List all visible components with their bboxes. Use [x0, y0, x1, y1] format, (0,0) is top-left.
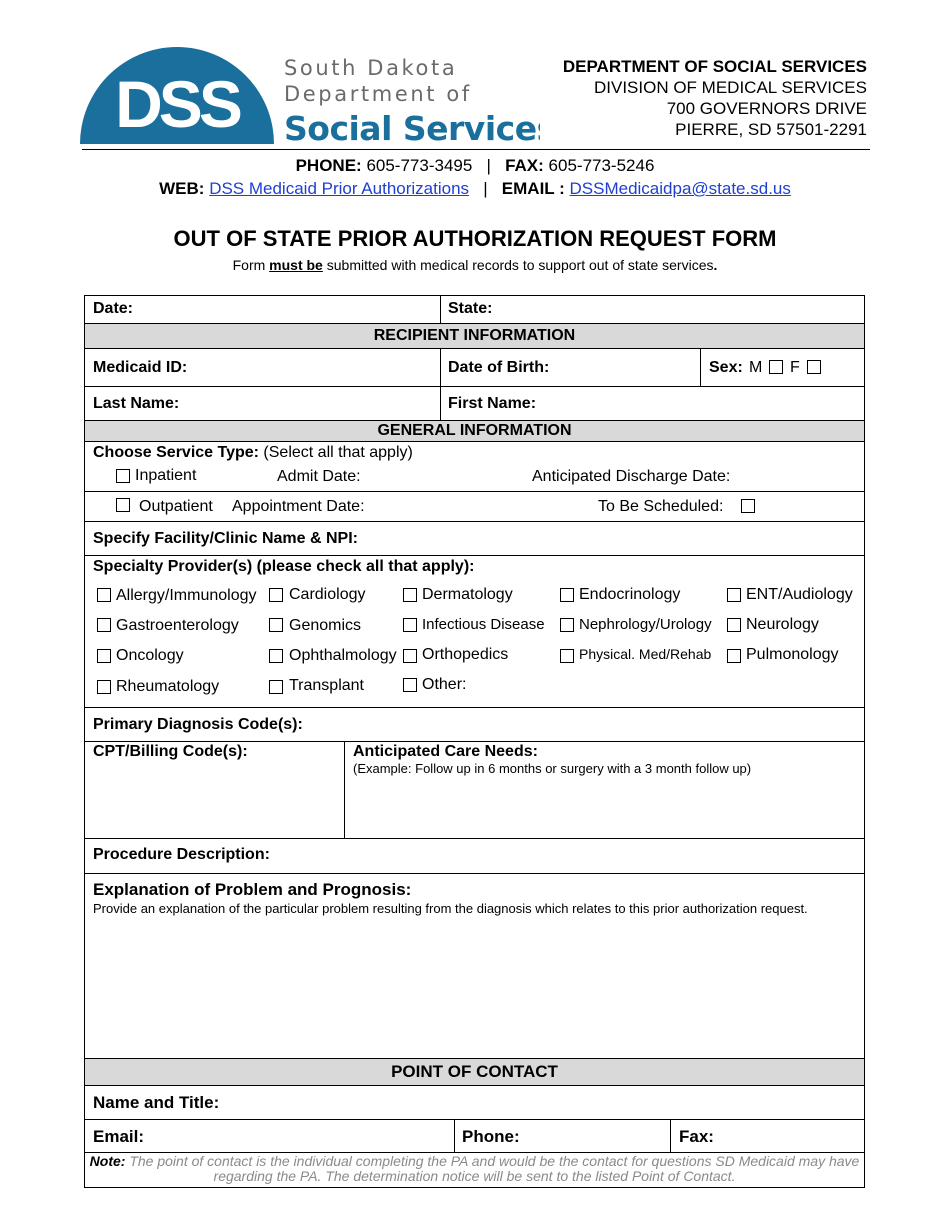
separator: |	[486, 156, 491, 175]
org-division: DIVISION OF MEDICAL SERVICES	[593, 78, 867, 97]
specialty-label: Specialty Provider(s) (please check all that apply):	[93, 558, 475, 575]
contact-line-web	[0, 179, 950, 199]
web-label: WEB:	[159, 179, 205, 198]
care-needs-hint: (Example: Follow up in 6 months or surgery with a 3 month follow up)	[353, 761, 752, 776]
specialty-checkbox-neurology[interactable]	[727, 618, 741, 632]
divider	[84, 348, 865, 349]
divider	[84, 1085, 865, 1086]
inpatient-checkbox[interactable]	[116, 469, 130, 483]
divider	[84, 555, 865, 556]
divider	[84, 1119, 865, 1120]
to-be-scheduled-label: To Be Scheduled:	[598, 498, 724, 515]
recipient-header: RECIPIENT INFORMATION	[85, 324, 864, 348]
divider	[84, 521, 865, 522]
specialty-infectious: Infectious Disease	[422, 616, 545, 633]
service-type-label	[93, 444, 413, 462]
poc-note	[85, 1154, 864, 1184]
specialty-checkbox-gastro[interactable]	[97, 618, 111, 632]
specialty-pmr: Physical. Med/Rehab	[579, 646, 712, 662]
email-label: EMAIL :	[501, 179, 565, 198]
explanation-hint: Provide an explanation of the particular problem resulting from the diagnosis which relates to this prior authorization request.	[93, 901, 808, 916]
specialty-checkbox-ophthalmology[interactable]	[269, 649, 283, 663]
logo-line3: Social Services	[284, 109, 540, 146]
poc-fax-field[interactable]: Fax:	[679, 1127, 714, 1146]
specialty-checkbox-nephrology[interactable]	[560, 618, 574, 632]
org-address1: 700 GOVERNORS DRIVE	[666, 99, 867, 118]
fax-value: 605-773-5246	[548, 156, 655, 175]
service-type-hint: (Select all that apply)	[258, 444, 413, 461]
sex-m-label: M	[749, 359, 763, 376]
specialty-transplant: Transplant	[289, 677, 364, 694]
to-be-scheduled-checkbox[interactable]	[741, 499, 755, 513]
specialty-pulmonology: Pulmonology	[746, 646, 839, 663]
specialty-endocrinology: Endocrinology	[579, 586, 681, 603]
dss-logo	[80, 38, 540, 146]
sex-m-checkbox[interactable]	[769, 360, 783, 374]
phone-value: 605-773-3495	[366, 156, 473, 175]
specialty-gastro: Gastroenterology	[116, 617, 239, 634]
specialty-checkbox-ent[interactable]	[727, 588, 741, 602]
divider	[440, 348, 441, 421]
specialty-checkbox-cardiology[interactable]	[269, 588, 283, 602]
divider	[84, 707, 865, 708]
org-address2: PIERRE, SD 57501-2291	[675, 120, 867, 139]
general-header: GENERAL INFORMATION	[85, 421, 864, 441]
date-field[interactable]: Date:	[93, 300, 134, 317]
specialty-other: Other:	[422, 676, 467, 693]
note-label: Note:	[89, 1153, 126, 1169]
inpatient-label: Inpatient	[135, 467, 197, 484]
divider	[84, 838, 865, 839]
divider	[84, 873, 865, 874]
contact-line-phone	[0, 156, 950, 176]
specialty-cardiology: Cardiology	[289, 586, 366, 603]
care-needs-field[interactable]: Anticipated Care Needs:	[353, 743, 538, 760]
specialty-orthopedics: Orthopedics	[422, 646, 509, 663]
subtitle-post: submitted with medical records to support out of state services	[322, 257, 714, 273]
specialty-ophthalmology: Ophthalmology	[289, 647, 397, 664]
form-subtitle	[0, 257, 950, 273]
specialty-nephrology: Nephrology/Urology	[579, 616, 712, 633]
email-link[interactable]: DSSMedicaidpa@state.sd.us	[569, 179, 791, 198]
specialty-checkbox-genomics[interactable]	[269, 618, 283, 632]
specialty-checkbox-dermatology[interactable]	[403, 588, 417, 602]
subtitle-emph: must be	[269, 257, 323, 273]
specialty-rheumatology: Rheumatology	[116, 678, 220, 695]
specialty-checkbox-rheumatology[interactable]	[97, 680, 111, 694]
medicaid-id-field[interactable]: Medicaid ID:	[93, 359, 188, 376]
org-address	[563, 56, 867, 140]
outpatient-checkbox[interactable]	[116, 498, 130, 512]
divider	[344, 741, 345, 838]
specialty-genomics: Genomics	[289, 617, 362, 634]
specialty-checkbox-transplant[interactable]	[269, 680, 283, 694]
specialty-checkbox-pulmonology[interactable]	[727, 649, 741, 663]
divider	[454, 1119, 455, 1152]
org-name: DEPARTMENT OF SOCIAL SERVICES	[562, 57, 867, 76]
sex-f-checkbox[interactable]	[807, 360, 821, 374]
state-field[interactable]: State:	[448, 300, 493, 317]
sex-label: Sex:	[709, 359, 743, 376]
logo-line1: South Dakota	[284, 56, 458, 80]
specialty-checkbox-other[interactable]	[403, 678, 417, 692]
logo-acronym: DSS	[115, 67, 239, 141]
poc-phone-field[interactable]: Phone:	[462, 1127, 520, 1146]
logo-line2: Department of	[284, 82, 472, 106]
divider	[670, 1119, 671, 1152]
note-text: The point of contact is the individual completing the PA and would be the contact for questions SD Medicaid may have regarding the PA. The determination notice will be sent to the listed Point of Contact.	[125, 1153, 860, 1184]
specialty-allergy: Allergy/Immunology	[116, 587, 257, 604]
diagnosis-field[interactable]: Primary Diagnosis Code(s):	[93, 716, 303, 733]
dss-logo-graphic	[80, 38, 540, 146]
divider	[84, 386, 865, 387]
specialty-oncology: Oncology	[116, 647, 184, 664]
poc-name-title-field[interactable]: Name and Title:	[93, 1093, 220, 1112]
facility-field[interactable]: Specify Facility/Clinic Name & NPI:	[93, 530, 358, 547]
poc-header: POINT OF CONTACT	[85, 1059, 864, 1085]
fax-label: FAX:	[505, 156, 544, 175]
procedure-field[interactable]: Procedure Description:	[93, 846, 270, 863]
poc-email-field[interactable]: Email:	[93, 1127, 145, 1146]
last-name-field[interactable]: Last Name:	[93, 395, 180, 412]
appointment-date-field[interactable]: Appointment Date:	[232, 498, 365, 515]
divider	[700, 348, 701, 386]
specialty-checkbox-allergy[interactable]	[97, 588, 111, 602]
specialty-dermatology: Dermatology	[422, 586, 513, 603]
subtitle-end: .	[713, 257, 718, 273]
service-type-title: Choose Service Type:	[93, 444, 259, 461]
header-divider	[82, 149, 870, 150]
specialty-checkbox-endocrinology[interactable]	[560, 588, 574, 602]
divider	[84, 441, 865, 442]
explanation-field[interactable]: Explanation of Problem and Prognosis:	[93, 880, 412, 899]
sex-f-label: F	[790, 359, 800, 376]
web-link[interactable]: DSS Medicaid Prior Authorizations	[209, 179, 470, 198]
specialty-checkbox-pmr[interactable]	[560, 649, 574, 663]
specialty-checkbox-infectious[interactable]	[403, 618, 417, 632]
dob-field[interactable]: Date of Birth:	[448, 359, 550, 376]
specialty-neurology: Neurology	[746, 616, 819, 633]
form-title: OUT OF STATE PRIOR AUTHORIZATION REQUEST FORM	[173, 226, 777, 251]
cpt-field[interactable]: CPT/Billing Code(s):	[93, 743, 248, 760]
specialty-checkbox-orthopedics[interactable]	[403, 649, 417, 663]
specialty-checkbox-oncology[interactable]	[97, 649, 111, 663]
discharge-date-field[interactable]: Anticipated Discharge Date:	[532, 468, 731, 485]
specialty-ent: ENT/Audiology	[746, 586, 853, 603]
divider	[84, 491, 865, 492]
divider	[84, 741, 865, 742]
phone-label: PHONE:	[295, 156, 362, 175]
admit-date-field[interactable]: Admit Date:	[277, 468, 361, 485]
separator-2: |	[483, 179, 488, 198]
divider	[440, 295, 441, 324]
first-name-field[interactable]: First Name:	[448, 395, 537, 412]
subtitle-pre: Form	[232, 257, 270, 273]
outpatient-label: Outpatient	[139, 498, 213, 515]
